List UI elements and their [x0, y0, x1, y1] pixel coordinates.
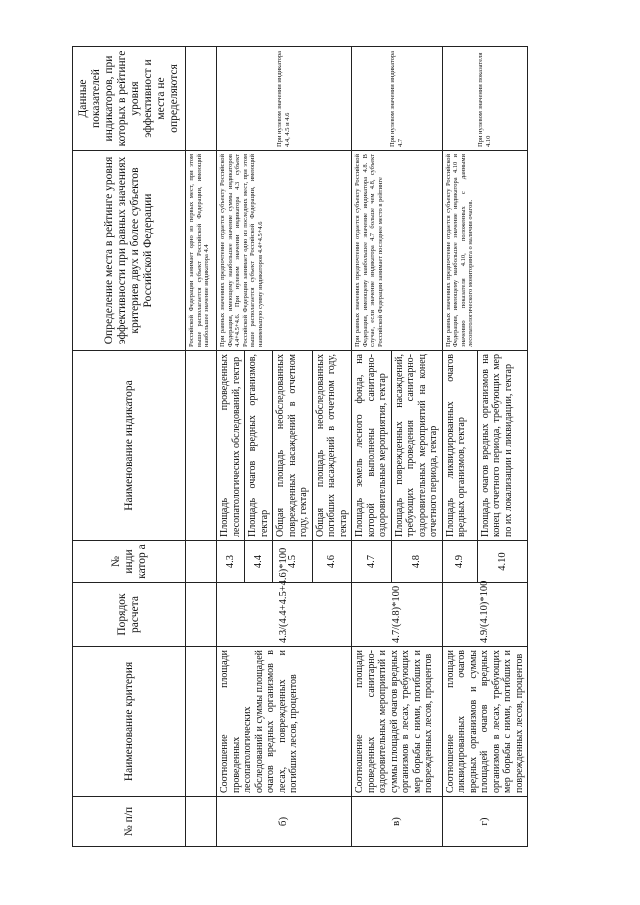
header-indicator-no: № инди катор а	[73, 541, 186, 583]
indicator-number: 4.5	[273, 541, 313, 583]
indicator-name: Площадь земель лесного фонда, на которой выполнены санитарно-оздоровительные мероприятия, гектар	[352, 351, 392, 541]
header-no: № п/п	[73, 797, 186, 847]
indicator-name: Площадь проведенных лесопатологических обследований, гектар	[217, 351, 245, 541]
indicator-number: 4.7	[352, 541, 392, 583]
criterion-cell: Соотношение площади проведенных лесопатологических обследований и суммы площадей очагов вредных организмов в лесах, поврежденных и погибших лесов, процентов	[217, 647, 352, 797]
criterion-cell: Соотношение площади ликвидированных очагов вредных организмов и суммы площадей очагов вредных организмов в лесах, требующих мер борьбы с ними, погибших и поврежденных лесов, процентов	[442, 647, 528, 797]
zero-cell: При нулевом значении индикатора 4.4, 4.5 и 4.6	[217, 47, 352, 151]
order-cell: 4.7/(4.8)*100	[352, 583, 443, 647]
header-indicator-name: Наименование индикатора	[73, 351, 186, 541]
indicator-name: Площадь ликвидированных очагов вредных организмов, гектар	[442, 351, 477, 541]
table-row-continuation	[186, 47, 217, 847]
zero-cell: При нулевом значении индикатора 4.7	[352, 47, 443, 151]
zero-cell: При нулевом значении показателя 4.10	[442, 47, 528, 151]
indicator-number: 4.8	[391, 541, 442, 583]
place-cell: При равных значениях предпочтение отдается субъекту Российской Федерации, имеющему наибольшее значение индикатора 4.8. В случае, если значение индикатора 4.7 больше чем 4.8, субъект Российской Федерации занимает последнее место в рейтинге	[352, 151, 443, 351]
table-header-row	[73, 47, 186, 847]
indicator-name: Общая площадь необследованных поврежденных насаждений в отчетном году, гектар	[273, 351, 313, 541]
header-order: Порядок расчета	[73, 583, 186, 647]
indicator-number: 4.6	[312, 541, 352, 583]
row-number: б)	[217, 797, 352, 847]
row-number: в)	[352, 797, 443, 847]
table-row	[442, 47, 477, 847]
place-cell: При равных значениях предпочтение отдается субъекту Российской Федерации, имеющему наибольшее значение суммы индикаторов 4.4+4.5+4.6. При нулевом значении индикатора 4.3 субъект Российской Федерации занимает одно из последних мест, при этом выше располагается субъект Российской Федерации, имеющий наименьшую сумму индикаторов 4.4+4.5+4.6	[217, 151, 352, 351]
header-place: Определение места в рейтинге уровня эффективности при равных значениях критериев двух и более субъектов Российской Федерации	[73, 151, 186, 351]
criterion-cell: Соотношение площади проведенных санитарно-оздоровительных мероприятий и суммы площадей очагов вредных организмов в лесах, требующих мер борьбы с ними, погибших и поврежденных лесов, процентов	[352, 647, 443, 797]
indicator-name: Общая площадь необследованных погибших насаждений в отчетном году, гектар	[312, 351, 352, 541]
criteria-table	[72, 46, 528, 847]
order-cell: 4.3/(4.4+4.5+4.6)*100	[217, 583, 352, 647]
row-number: г)	[442, 797, 528, 847]
indicator-number: 4.10	[477, 541, 527, 583]
place-cell: При равных значениях предпочтение отдается субъекту Российской Федерации, имеющему наибольшее значение индикатора 4.10 и значению показателя 4.10, положенных с данными лесопатологического мониторинга о наличии очагов.	[442, 151, 528, 351]
header-zero: Данные показателей индикаторов, при которых в рейтинге уровня эффективност и места не определяются	[73, 47, 186, 151]
header-criterion: Наименование критерия	[73, 647, 186, 797]
indicator-number: 4.4	[245, 541, 273, 583]
indicator-name: Площадь поврежденных насаждений, требующих проведения санитарно-оздоровительных мероприятий на конец отчетного периода, гектар	[391, 351, 442, 541]
table-row	[217, 47, 245, 847]
indicator-name: Площадь очагов вредных организмов на конец отчетного периода, требующих мер по их локализации и ликвидации, гектар	[477, 351, 527, 541]
order-cell: 4.9/(4.10)*100	[442, 583, 528, 647]
indicator-name: Площадь очагов вредных организмов, гектар	[245, 351, 273, 541]
indicator-number: 4.3	[217, 541, 245, 583]
indicator-number: 4.9	[442, 541, 477, 583]
place-cell-continuation: Российской Федерации занимает одно из первых мест, при этом выше располагается субъект Российской Федерации, имеющий наибольшее значение индикатора 4.4	[186, 151, 217, 351]
table-row	[352, 47, 392, 847]
